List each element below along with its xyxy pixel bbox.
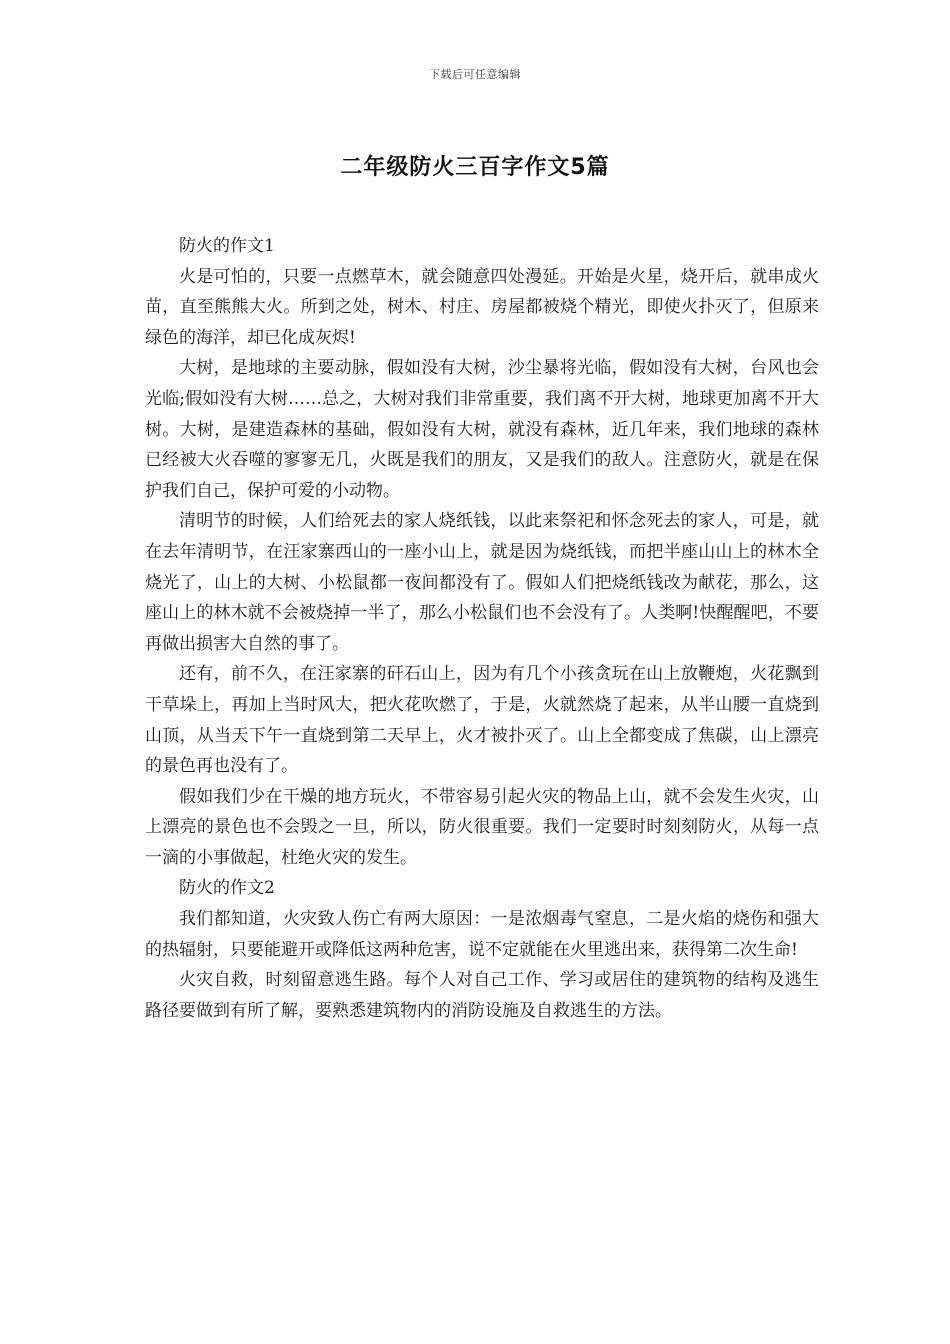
paragraph: 大树，是地球的主要动脉，假如没有大树，沙尘暴将光临，假如没有大树，台风也会光临;假如没有大树……总之，大树对我们非常重要，我们离不开大树，地球更加离不开大树。大树，是建造森林的基础，假如没有大树，就没有森林，近几年来，我们地球的森林已经被大火吞噬的寥寥无几，火既是我们的朋友，又是我们的敌人。注意防火，就是在保护我们自己，保护可爱的小动物。 — [145, 358, 819, 501]
essay-heading-1: 防火的作文1 — [179, 236, 275, 256]
essay-heading-2: 防火的作文2 — [179, 878, 275, 899]
paragraph: 清明节的时候，人们给死去的家人烧纸钱，以此来祭祀和怀念死去的家人，可是，就在去年清明节，在汪家寨西山的一座小山上，就是因为烧纸钱，而把半座山山上的林木全烧光了，山上的大树、小松鼠都一夜间都没有了。假如人们把烧纸钱改为献花，那么，这座山上的林木就不会被烧掉一半了，那么小松鼠们也不会没有了。人类啊!快醒醒吧，不要再做出损害大自然的事了。 — [145, 511, 819, 654]
header-note: 下载后可任意编辑 — [429, 68, 521, 81]
paragraph: 火是可怕的，只要一点燃草木，就会随意四处漫延。开始是火星，烧开后，就串成火苗，直至熊熊大火。所到之处，树木、村庄、房屋都被烧个精光，即使火扑灭了，但原来绿色的海洋，却已化成灰烬! — [145, 266, 819, 348]
document-body — [145, 231, 819, 1026]
paragraph: 火灾自救，时刻留意逃生路。每个人对自己工作、学习或居住的建筑物的结构及逃生路径要做到有所了解，要熟悉建筑物内的消防设施及自救逃生的方法。 — [145, 970, 819, 1021]
paragraph: 还有，前不久，在汪家寨的矸石山上，因为有几个小孩贪玩在山上放鞭炮，火花飘到干草垛上，再加上当时风大，把火花吹燃了，于是，火就然烧了起来，从半山腰一直烧到山顶，从当天下午一直烧到第二天早上，火才被扑灭了。山上全都变成了焦碳，山上漂亮的景色再也没有了。 — [145, 664, 819, 777]
paragraph: 假如我们少在干燥的地方玩火，不带容易引起火灾的物品上山，就不会发生火灾，山上漂亮的景色也不会毁之一旦，所以，防火很重要。我们一定要时时刻刻防火，从每一点一滴的小事做起，杜绝火灾的发生。 — [145, 786, 819, 868]
document-title: 二年级防火三百字作文5篇 — [340, 155, 610, 180]
paragraph: 我们都知道，火灾致人伤亡有两大原因：一是浓烟毒气窒息，二是火焰的烧伤和强大的热辐射，只要能避开或降低这两种危害，说不定就能在火里逃出来，获得第二次生命! — [145, 909, 819, 960]
